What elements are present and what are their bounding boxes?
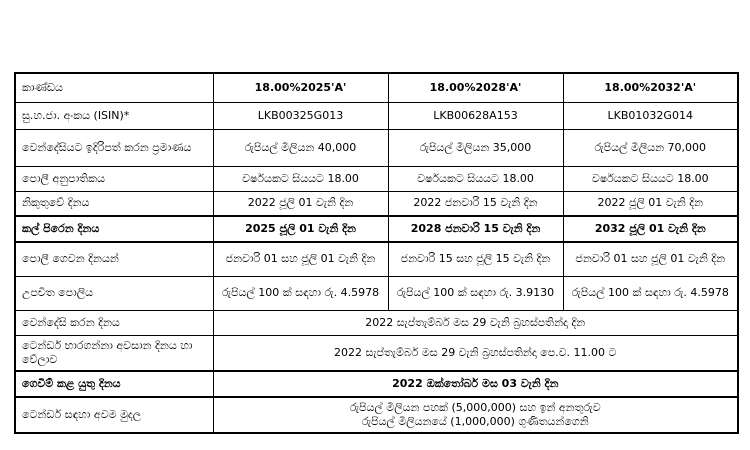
table-row-issue-date	[15, 192, 738, 217]
offered-amount-value: රුපියල් මිලියන 40,000	[213, 130, 388, 167]
table-row-maturity-date	[15, 216, 738, 242]
table-row-minimum-bid	[15, 397, 738, 433]
accrued-interest-value: රුපියල් 100 ක් සඳහා රු. 4.5978	[213, 277, 388, 311]
interest-payment-dates-value: ජනවාරි 01 සහ ජූලි 01 වැනි දින	[213, 242, 388, 277]
settlement-date-value: 2022 ඔක්තෝබර් මස 03 වැනි දින	[213, 371, 738, 397]
table-row-auction-date	[15, 311, 738, 336]
isin-value: LKB00628A153	[388, 103, 563, 130]
interest-payment-dates-value: ජනවාරි 01 සහ ජූලි 01 වැනි දින	[563, 242, 738, 277]
row-label-isin: සු.හ.ජා. අංකය (ISIN)*	[15, 103, 213, 130]
auction-date-value: 2022 සැප්තැම්බර් මස 29 වැනි බ්‍රහස්පතින්දා දින	[213, 311, 738, 336]
interest-payment-dates-value: ජනවාරි 15 සහ ජූලි 15 වැනි දින	[388, 242, 563, 277]
table-row-accrued-interest	[15, 277, 738, 311]
table-row-series-header	[15, 73, 738, 103]
bond-auction-table	[14, 72, 739, 434]
coupon-rate-value: වර්ෂයකට සියයට 18.00	[563, 167, 738, 192]
row-label-settlement-date: ගෙවීම් කළ යුතු දිනය	[15, 371, 213, 397]
series-header-2028A: 18.00%2028'A'	[388, 73, 563, 103]
table-row-tender-closing	[15, 336, 738, 372]
isin-value: LKB01032G014	[563, 103, 738, 130]
maturity-date-value: 2025 ජූලි 01 වැනි දින	[213, 216, 388, 242]
maturity-date-value: 2032 ජූලි 01 වැනි දින	[563, 216, 738, 242]
row-label-issue-date: නිකුතුවේ දිනය	[15, 192, 213, 217]
series-header-2025A: 18.00%2025'A'	[213, 73, 388, 103]
row-label-maturity-date: කල් පිරෙන දිනය	[15, 216, 213, 242]
row-label-interest-payment-dates: පොලී ගෙවන දිනයන්	[15, 242, 213, 277]
table-row-offered-amount	[15, 130, 738, 167]
offered-amount-value: රුපියල් මිලියන 35,000	[388, 130, 563, 167]
series-header-2032A: 18.00%2032'A'	[563, 73, 738, 103]
accrued-interest-value: රුපියල් 100 ක් සඳහා රු. 4.5978	[563, 277, 738, 311]
table-row-interest-payment-dates	[15, 242, 738, 277]
row-label-minimum-bid: ටෙන්ඩර් සඳහා අවම මුදල	[15, 397, 213, 433]
coupon-rate-value: වර්ෂයකට සියයට 18.00	[213, 167, 388, 192]
minimum-bid-value	[213, 397, 738, 433]
issue-date-value: 2022 ජූලි 01 වැනි දින	[563, 192, 738, 217]
row-label-series: කාණ්ඩය	[15, 73, 213, 103]
table-row-isin	[15, 103, 738, 130]
issue-date-value: 2022 ජනවාරි 15 වැනි දින	[388, 192, 563, 217]
table-row-coupon-rate	[15, 167, 738, 192]
minimum-bid-line-2: රුපියල් මිලියනයේ (1,000,000) ගුණිතයන්ගෙනි	[361, 415, 589, 428]
minimum-bid-line-1: රුපියල් මිලියන පහක් (5,000,000) සහ ඉන් අනතුරුව	[349, 400, 601, 414]
accrued-interest-value: රුපියල් 100 ක් සඳහා රු. 3.9130	[388, 277, 563, 311]
coupon-rate-value: වර්ෂයකට සියයට 18.00	[388, 167, 563, 192]
row-label-tender-closing: ටෙන්ඩර් භාරගන්නා අවසාන දිනය හා වේලාව	[15, 336, 213, 372]
table-row-settlement-date	[15, 371, 738, 397]
offered-amount-value: රුපියල් මිලියන 70,000	[563, 130, 738, 167]
row-label-accrued-interest: උපචිත පොලිය	[15, 277, 213, 311]
isin-value: LKB00325G013	[213, 103, 388, 130]
tender-closing-value: 2022 සැප්තැම්බර් මස 29 වැනි බ්‍රහස්පතින්දා පෙ.ව. 11.00 ට	[213, 336, 738, 372]
row-label-auction-date: වෙන්දේසි කරන දිනය	[15, 311, 213, 336]
maturity-date-value: 2028 ජනවාරි 15 වැනි දින	[388, 216, 563, 242]
issue-date-value: 2022 ජූලි 01 වැනි දින	[213, 192, 388, 217]
row-label-coupon-rate: පොලී අනුපාතිකය	[15, 167, 213, 192]
row-label-offered-amount: වෙන්දේසියට ඉදිරිපත් කරන ප්‍රමාණය	[15, 130, 213, 167]
bond-auction-table-container	[14, 72, 737, 434]
